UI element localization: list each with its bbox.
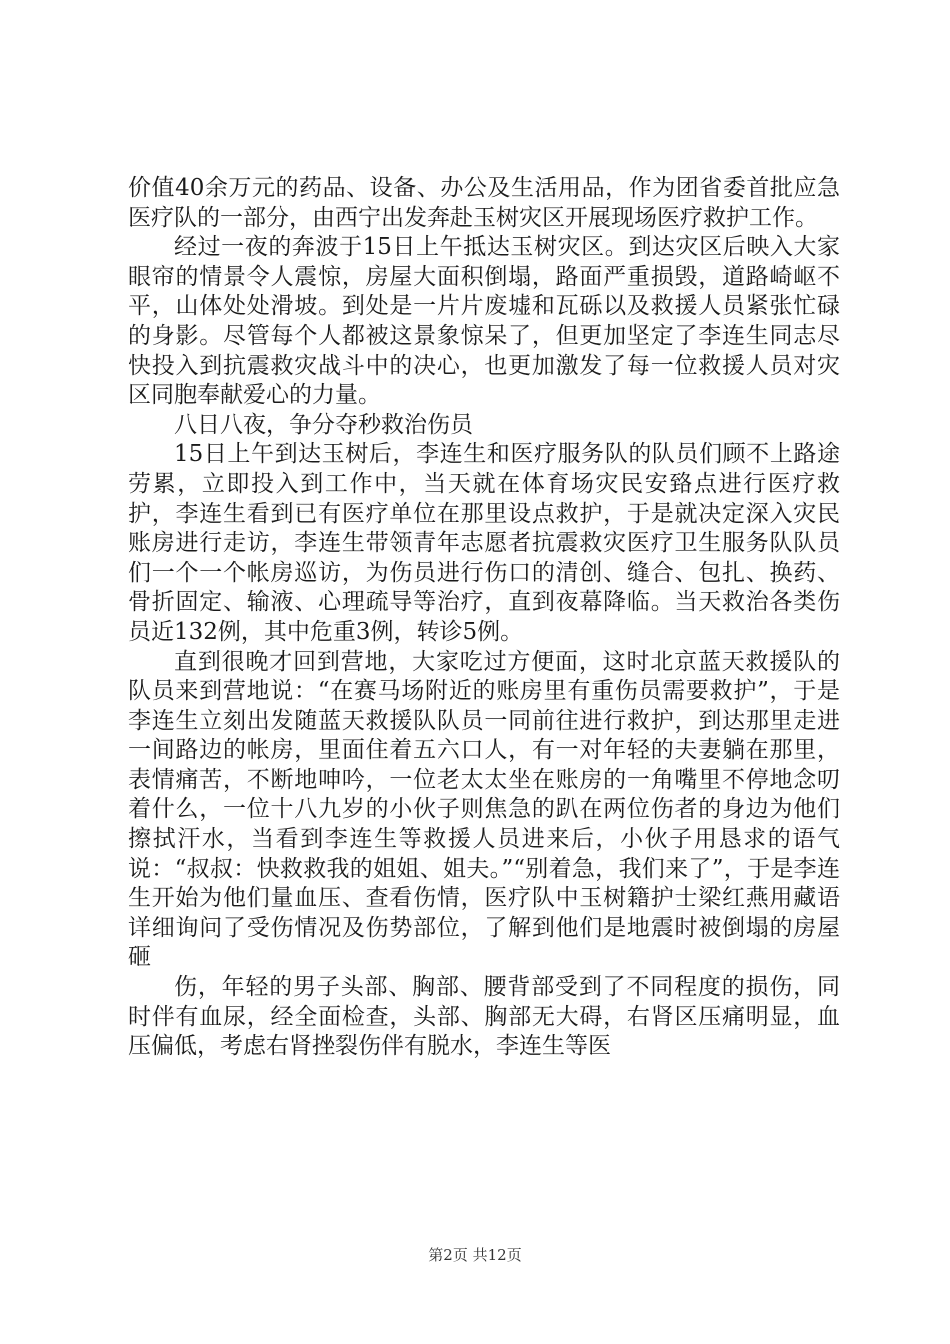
section-heading: 八日八夜，争分夺秒救治伤员 [174, 411, 473, 438]
paragraph-5: 伤，年轻的男子头部、胸部、腰背部受到了不同程度的损伤，同时伴有血尿，经全面检查，头部、胸部无大碍，右肾区压痛明显，血压偏低，考虑右肾挫裂伤伴有脱水，李连生等医 [128, 974, 840, 1060]
page-number: 第2页 共12页 [428, 1246, 522, 1264]
paragraph-4: 直到很晚才回到营地，大家吃过方便面，这时北京蓝天救援队的队员来到营地说：“在赛马场附近的账房里有重伤员需要救护”，于是李连生立刻出发随蓝天救援队队员一同前往进行救护，到达那里走进一间路边的帐房，里面住着五六口人，有一对年轻的夫妻躺在那里，表情痛苦，不断地呻吟，一位老太太坐在账房的一角嘴里不停地念叨着什么，一位十八九岁的小伙子则焦急的趴在两位伤者的身边为他们擦拭汗水，当看到李连生等救援人员进来后，小伙子用恳求的语气说：“叔叔：快救救我的姐姐、姐夫。”“别着急，我们来了”，于是李连生开始为他们量血压、查看伤情，医疗队中玉树籍护士梁红燕用藏语详细询问了受伤情况及伤势部位，了解到他们是地震时被倒塌的房屋砸 [128, 648, 840, 971]
paragraph-1: 价值40余万元的药品、设备、办公及生活用品，作为团省委首批应急医疗队的一部分，由西宁出发奔赴玉树灾区开展现场医疗救护工作。 [128, 175, 840, 231]
paragraph-2: 经过一夜的奔波于15日上午抵达玉树灾区。到达灾区后映入大家眼帘的情景令人震惊，房屋大面积倒塌，路面严重损毁，道路崎岖不平，山体处处滑坡。到处是一片片废墟和瓦砾以及救援人员紧张忙碌的身影。尽管每个人都被这景象惊呆了，但更加坚定了李连生同志尽快投入到抗震救灾战斗中的决心，也更加激发了每一位救援人员对灾区同胞奉献爱心的力量。 [128, 234, 840, 409]
document-body [128, 174, 840, 1062]
page-footer [0, 1244, 950, 1265]
paragraph-3: 15日上午到达玉树后，李连生和医疗服务队的队员们顾不上路途劳累，立即投入到工作中，当天就在体育场灾民安臵点进行医疗救护，李连生看到已有医疗单位在那里设点救护，于是就决定深入灾民账房进行走访，李连生带领青年志愿者抗震救灾医疗卫生服务队队员们一个一个帐房巡访，为伤员进行伤口的清创、缝合、包扎、换药、骨折固定、输液、心理疏导等治疗，直到夜幕降临。当天救治各类伤员近132例，其中危重3例，转诊5例。 [128, 441, 840, 645]
